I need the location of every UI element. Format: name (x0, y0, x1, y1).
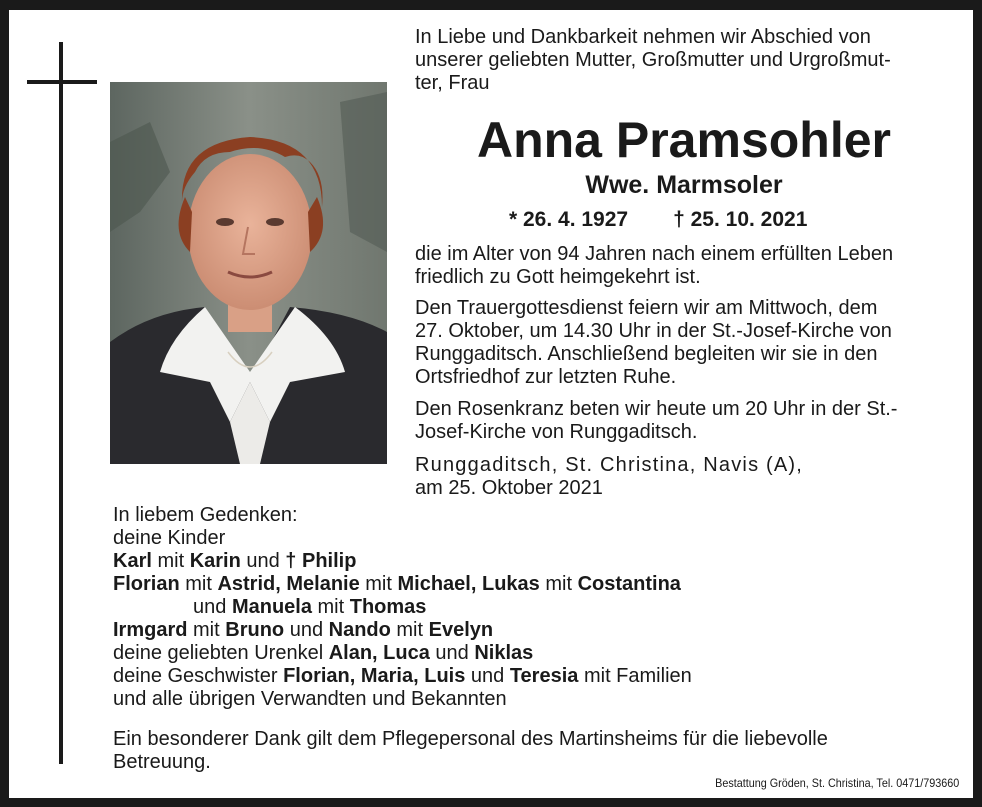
life-dates (509, 207, 807, 233)
date: am 25. Oktober 2021 (415, 477, 603, 499)
thanks-paragraph: Ein besonderer Dank gilt dem Pflegepersonal des Martinsheims für die liebevolle Betreuung. (113, 728, 828, 773)
deceased-name: Anna Pramsohler (476, 112, 891, 168)
family-line: Karl mit Karin und † Philip (113, 550, 357, 572)
cross-bar (27, 80, 97, 84)
family-line: und Manuela mit Thomas (193, 596, 427, 618)
place: Runggaditsch, St. Christina, Navis (A), (415, 454, 804, 476)
portrait-image (110, 82, 387, 464)
birth-date: * 26. 4. 1927 (509, 208, 629, 231)
obituary-card (9, 10, 973, 798)
age-paragraph: die im Alter von 94 Jahren nach einem erfüllten Leben friedlich zu Gott heimgekehrt ist. (415, 243, 894, 288)
cross-icon (59, 42, 63, 764)
intro-text: In Liebe und Dankbarkeit nehmen wir Abschied von unserer geliebten Mutter, Großmutter und Urgroßmut- ter, Frau (415, 26, 891, 94)
family-line: Irmgard mit Bruno und Nando mit Evelyn (113, 619, 494, 641)
maiden-name: Wwe. Marmsoler (585, 171, 783, 199)
portrait-photo (110, 82, 387, 464)
funeral-paragraph: Den Trauergottesdienst feiern wir am Mittwoch, dem 27. Oktober, um 14.30 Uhr in der St.-Josef-Kirche von Runggaditsch. Anschließend begleiten wir sie in den Ortsfriedhof zur letzten Ruhe. (415, 297, 892, 388)
family-line: deine geliebten Urenkel Alan, Luca und Niklas (113, 642, 534, 664)
family-line: Florian mit Astrid, Melanie mit Michael, Lukas mit Costantina (113, 573, 681, 595)
funeral-home-credit: Bestattung Gröden, St. Christina, Tel. 0471/793660 (714, 776, 959, 790)
family-line: deine Geschwister Florian, Maria, Luis und Teresia mit Familien (113, 665, 692, 687)
family-list: In liebem Gedenken: deine Kinder Karl mit Karin und † Philip Florian mit Astrid, Melanie mit Michael, Lukas mit Costantina und Manuela mit Thomas Irmgard mit Bruno und Nando mit Evelyn deine geliebten Urenkel Alan, Luca und Niklas deine Geschwister Florian, Maria, Luis und Teresia mit Familien und alle übrigen Verwandten und Bekannten (113, 504, 692, 710)
place-date (415, 454, 803, 500)
rosary-paragraph: Den Rosenkranz beten wir heute um 20 Uhr in der St.- Josef-Kirche von Runggaditsch. (415, 398, 898, 443)
death-date: † 25. 10. 2021 (673, 208, 808, 231)
